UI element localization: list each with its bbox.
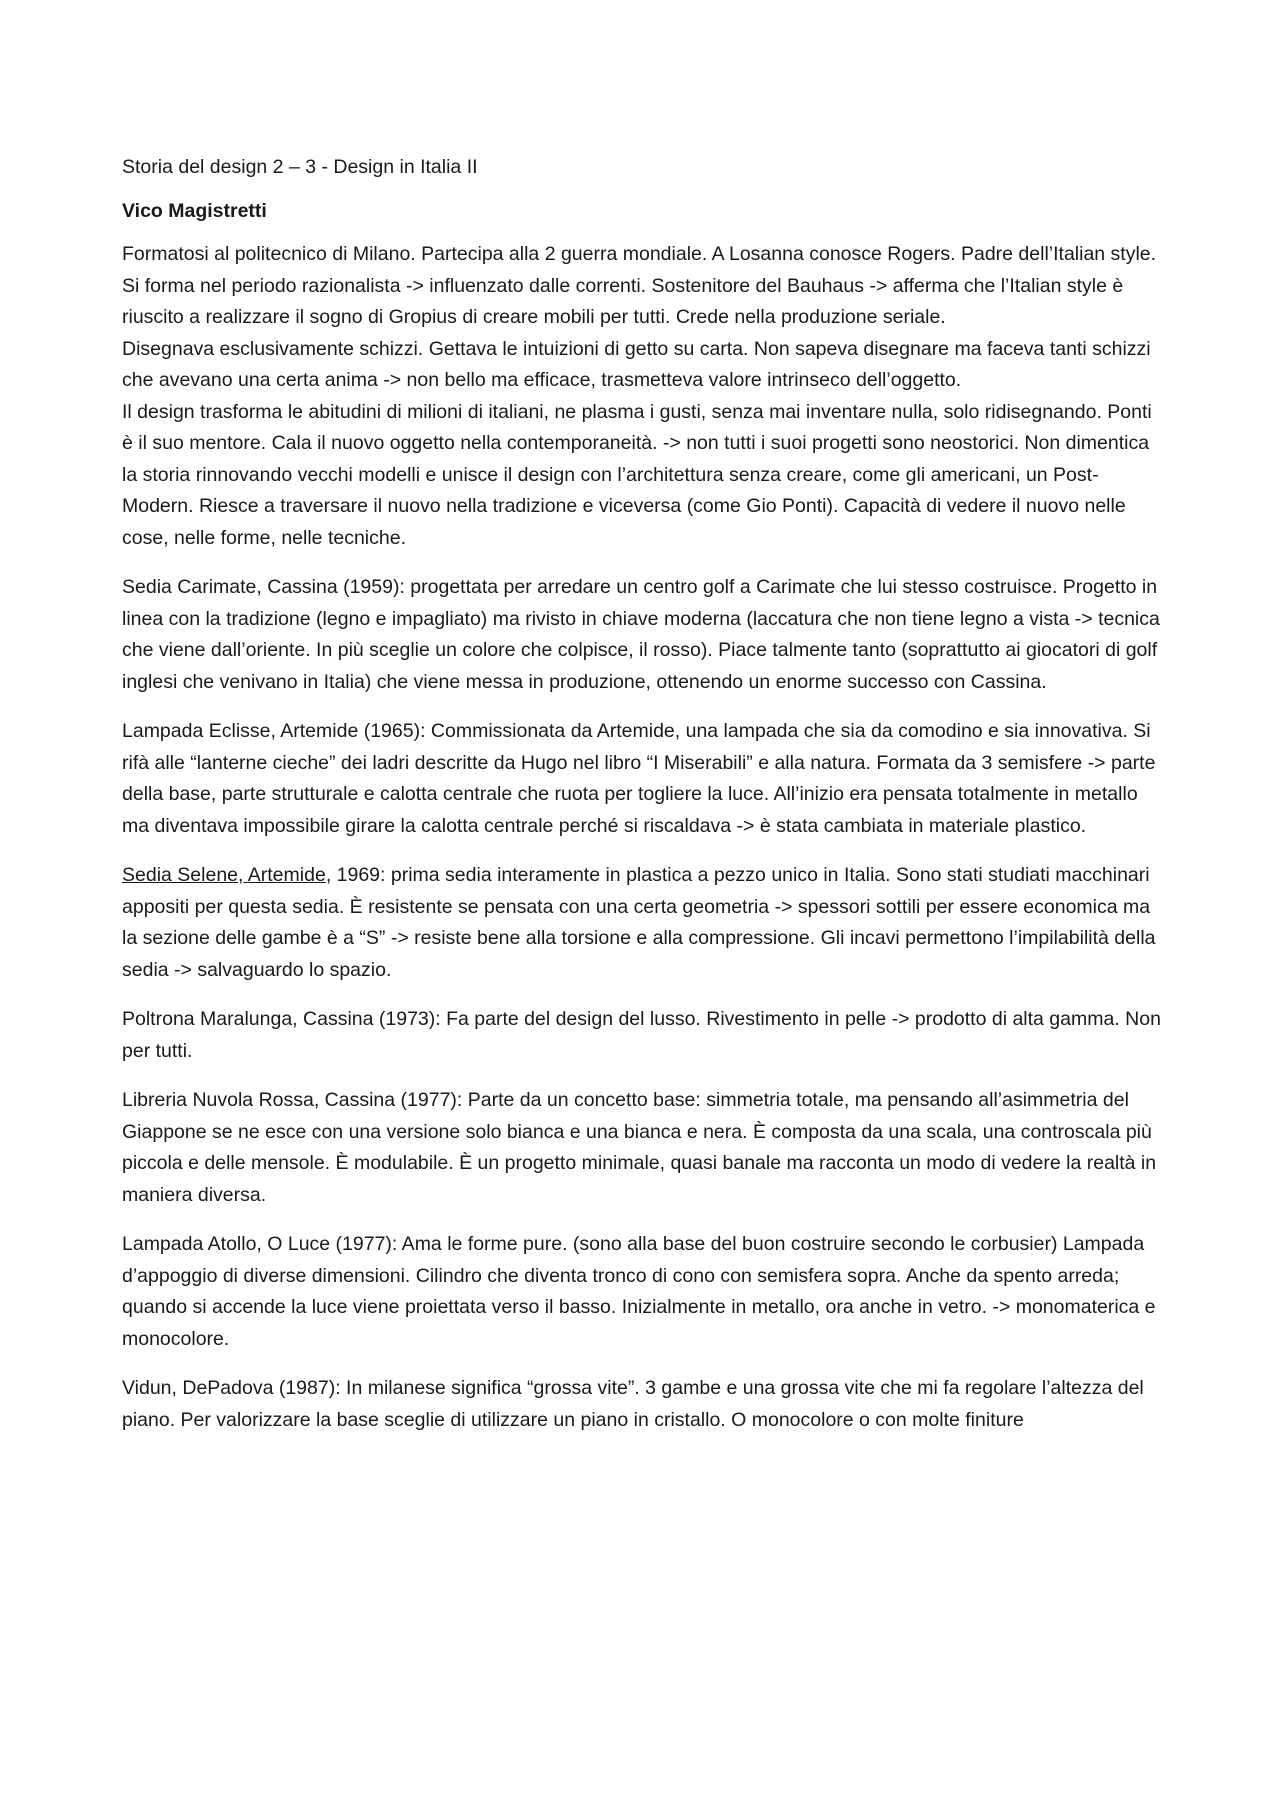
paragraph-selene: [122, 860, 1162, 986]
document-body: [122, 152, 1162, 1454]
paragraph-atollo: Lampada Atollo, O Luce (1977): Ama le forme pure. (sono alla base del buon costruire secondo le corbusier) Lampada d’appoggio di diverse dimensioni. Cilindro che diventa tronco di cono con semisfera sopra. Anche da spento arreda; quando si accende la luce viene proiettata verso il basso. Inizialmente in metallo, ora anche in vetro. -> monomaterica e monocolore.: [122, 1233, 1156, 1350]
section-heading: Vico Magistretti: [122, 199, 267, 222]
intro-paragraph-1: Formatosi al politecnico di Milano. Partecipa alla 2 guerra mondiale. A Losanna conosce Rogers. Padre dell’Italian style. Si forma nel periodo razionalista -> influenzato dalle correnti. Sostenitore del Bauhaus -> afferma che l’Italian style è riuscito a realizzare il sogno di Gropius di creare mobili per tutti. Crede nella produzione seriale.: [122, 243, 1157, 328]
selene-text: , 1969: prima sedia interamente in plastica a pezzo unico in Italia. Sono stati studiati macchinari appositi per questa sedia. È resistente se pensata con una certa geometria -> spessori sottili per essere economica ma la sezione delle gambe è a “S” -> resiste bene alla torsione e alla compressione. Gli incavi permettono l’impilabilità della sedia -> salvaguardo lo spazio.: [122, 864, 1156, 981]
paragraph-vidun: Vidun, DePadova (1987): In milanese significa “grossa vite”. 3 gambe e una grossa vite che mi fa regolare l’altezza del piano. Per valorizzare la base sceglie di utilizzare un piano in cristallo. O monocolore o con molte finiture: [122, 1377, 1144, 1431]
paragraph-nuvola-rossa: Libreria Nuvola Rossa, Cassina (1977): Parte da un concetto base: simmetria totale, ma pensando all’asimmetria del Giappone se ne esce con una versione solo bianca e una bianca e nera. È composta da una scala, una controscala più piccola e delle mensole. È modulabile. È un progetto minimale, quasi banale ma racconta un modo di vedere la realtà in maniera diversa.: [122, 1089, 1157, 1206]
paragraph-carimate: Sedia Carimate, Cassina (1959): progettata per arredare un centro golf a Carimate che lui stesso costruisce. Progetto in linea con la tradizione (legno e impagliato) ma rivisto in chiave moderna (laccatura che non tiene legno a vista -> tecnica che viene dall’oriente. In più sceglie un colore che colpisce, il rosso). Piace talmente tanto (soprattutto ai giocatori di golf inglesi che venivano in Italia) che viene messa in produzione, ottenendo un enorme successo con Cassina.: [122, 576, 1160, 693]
document-title: Storia del design 2 – 3 - Design in Italia II: [122, 156, 478, 178]
selene-underlined-title: Sedia Selene, Artemide: [122, 864, 326, 886]
intro-paragraph-2: Disegnava esclusivamente schizzi. Gettava le intuizioni di getto su carta. Non sapeva disegnare ma faceva tanti schizzi che avevano una certa anima -> non bello ma efficace, trasmetteva valore intrinseco dell’oggetto.: [122, 337, 1151, 391]
paragraph-eclisse: Lampada Eclisse, Artemide (1965): Commissionata da Artemide, una lampada che sia da comodino e sia innovativa. Si rifà alle “lanterne cieche” dei ladri descritte da Hugo nel libro “I Miserabili” e alla natura. Formata da 3 semisfere -> parte della base, parte strutturale e calotta centrale che ruota per togliere la luce. All’inizio era pensata totalmente in metallo ma diventava impossibile girare la calotta centrale perché si riscaldava -> è stata cambiata in materiale plastico.: [122, 720, 1156, 837]
paragraph-maralunga: Poltrona Maralunga, Cassina (1973): Fa parte del design del lusso. Rivestimento in pelle -> prodotto di alta gamma. Non per tutti.: [122, 1008, 1161, 1062]
intro-paragraph-3: Il design trasforma le abitudini di milioni di italiani, ne plasma i gusti, senza mai inventare nulla, solo ridisegnando. Ponti è il suo mentore. Cala il nuovo oggetto nella contemporaneità. -> non tutti i suoi progetti sono neostorici. Non dimentica la storia rinnovando vecchi modelli e unisce il design con l’architettura senza creare, come gli americani, un Post-Modern. Riesce a traversare il nuovo nella tradizione e viceversa (come Gio Ponti). Capacità di vedere il nuovo nelle cose, nelle forme, nelle tecniche.: [122, 400, 1152, 549]
